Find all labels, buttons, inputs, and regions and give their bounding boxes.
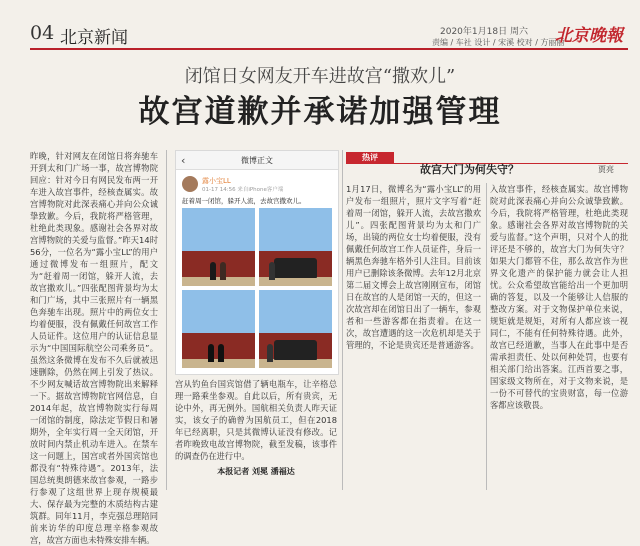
avatar [182, 176, 198, 192]
weibo-title: 微博正文 [241, 156, 273, 165]
weibo-topbar [176, 151, 338, 170]
newspaper-logo: 北京晚報 [555, 26, 623, 46]
column-divider [486, 183, 487, 490]
editor-credits: 责编 / 车社 设计 / 宋溪 校对 / 方丽丽 [432, 38, 565, 47]
article-headline: 故宫道歉并承诺加强管理 [138, 94, 502, 130]
weibo-post-text: 赶着周一闭馆，躲开人流，去故宫撒欢儿。 [182, 197, 306, 205]
page-number: 04 [30, 22, 55, 44]
commentary-author: 贾亮 [598, 165, 614, 174]
article-column-1: 昨晚，针对网友在闭馆日将奔驰车开到太和门广场一事，故宫博物院回应：针对今日有网民发布两一开车进入故宫事件，经核查属实。故宫博物院对此深表痛心并向公众诚挚致歉。今后，我院将严格管理，杜绝此类现象。感谢社会各界对故宫博物院的关爱与监督。”昨天14时56分，一位名为“露小宝LL”的用户通过微博发布一组照片，配文为“赶着周一闭馆，躲开人流，去故宫撒欢儿。”四张配图背景均为太和门广场，其中三张照片有一辆黑色奔驰车出现。照片中的两位女士均着便服，没有佩戴任何故宫工作人员证件。这位用户的认证信息显示为“中国国际航空公司乘务员”。虽然这条微博在发布不久后就被迅速删除，仍然在网上引发了热议。不少网友喊话故宫博物院出来解释一下。据故宫博物院官网信息，自2014年起，故宫博物院实行每周一闭馆的制度，除法定节假日和暑期外，全年实行周一全天闭馆，开放时间内禁止机动车进入。在禁车这一问题上，国宫或者外国宾馆也都没有“特殊待遇”。2013年，法国总统奥朗德来故宫参观，一路步行参观了这组世界上现存规模最大、保存最为完整的木质结构古建筑群。同年11月，李克强总理陪同前来访华的印度总理辛格参观故宫，故宫方面也未特殊安排车辆。 [30, 151, 158, 545]
article-byline: 本报记者 刘冕 潘福达 [217, 467, 295, 476]
commentary-title: 故宫大门为何失守？ [420, 163, 519, 176]
commentary-tag: 热评 [346, 152, 394, 164]
issue-date: 2020年1月18日 周六 [440, 27, 528, 37]
commentary-column-2: 入故宫事件，经核查属实。故宫博物院对此深表痛心并向公众诚挚致歉。今后，我院将严格管理，杜绝此类现象。感谢社会各界对故宫博物院的关爱与监督。”这个声明，只对个人的批评还是不够的，故宫大门为何失守？如果大门都管不住，那么故宫作为世界文化遗产的保护能力就会让人担忧。公众希望故宫能给出一个更加明确的答复，以及一个能够让人信服的整改方案。对于文物保护单位来说，规矩就是规矩，对所有人都应该一视同仁，不能有任何特殊待遇。此外，故宫已经道歉，当事人在此事中是否需承担责任、处以何种处罚，也要有相关部门给出答案。江西首要之事，国家级文物所在，对于文物来说，是一份不可替代的宝贵财富，每一位游客都应该敬畏。 [490, 184, 628, 410]
weibo-photo-grid [182, 208, 332, 368]
weibo-photo [182, 208, 255, 286]
section-name: 北京新闻 [60, 28, 128, 48]
weibo-screenshot [175, 150, 339, 375]
weibo-post-meta: 01-17 14:56 来自iPhone客户端 [202, 187, 284, 193]
page-header [0, 0, 640, 48]
column-divider [166, 150, 167, 490]
article-kicker: 闭馆日女网友开车进故宫“撒欢儿” [184, 66, 456, 87]
header-rule [30, 48, 628, 50]
column-divider [342, 150, 343, 490]
weibo-photo [259, 208, 332, 286]
weibo-photo [182, 290, 255, 368]
weibo-user-row [176, 170, 338, 196]
commentary-column-1: 1月17日，微博名为“露小宝LL”的用户发布一组照片，照片文字写着“赶着周一闭馆，躲开人流，去故宫撒欢儿”。四张配图背景均为太和门广场，出镜的两位女士均着便服，没有佩戴任何故宫工作人员证件，身后一辆黑色奔驰车格外引人注目。目前该用户已删除该条微博。去年12月北京第二届文博会上故宫刚刚宣布，闭馆日在故宫的人是闭馆一天的，但这一次故宫却在闭馆日出了一辆车，参观者和一些游客都在指责着。在这一次，故宫遭遇的这一次危机却是关于管理的，不论是贵宾还是普通游客。 [346, 184, 482, 350]
weibo-photo [259, 290, 332, 368]
article-column-2: 宫从钓鱼台国宾馆借了辆电瓶车，让辛格总理一路乘坐参观。自此以后，所有贵宾，无论中外，再无例外。国航相关负责人昨天证实，该女子的确曾为国航员工，但在2018年已经离职，只是其微博认证没有修改。记者昨晚致电故宫博物院，截至发稿，该事件的调查仍在进行中。 [175, 379, 337, 461]
chevron-left-icon: ‹ [181, 154, 186, 167]
weibo-username: 露小宝LL [202, 177, 231, 185]
